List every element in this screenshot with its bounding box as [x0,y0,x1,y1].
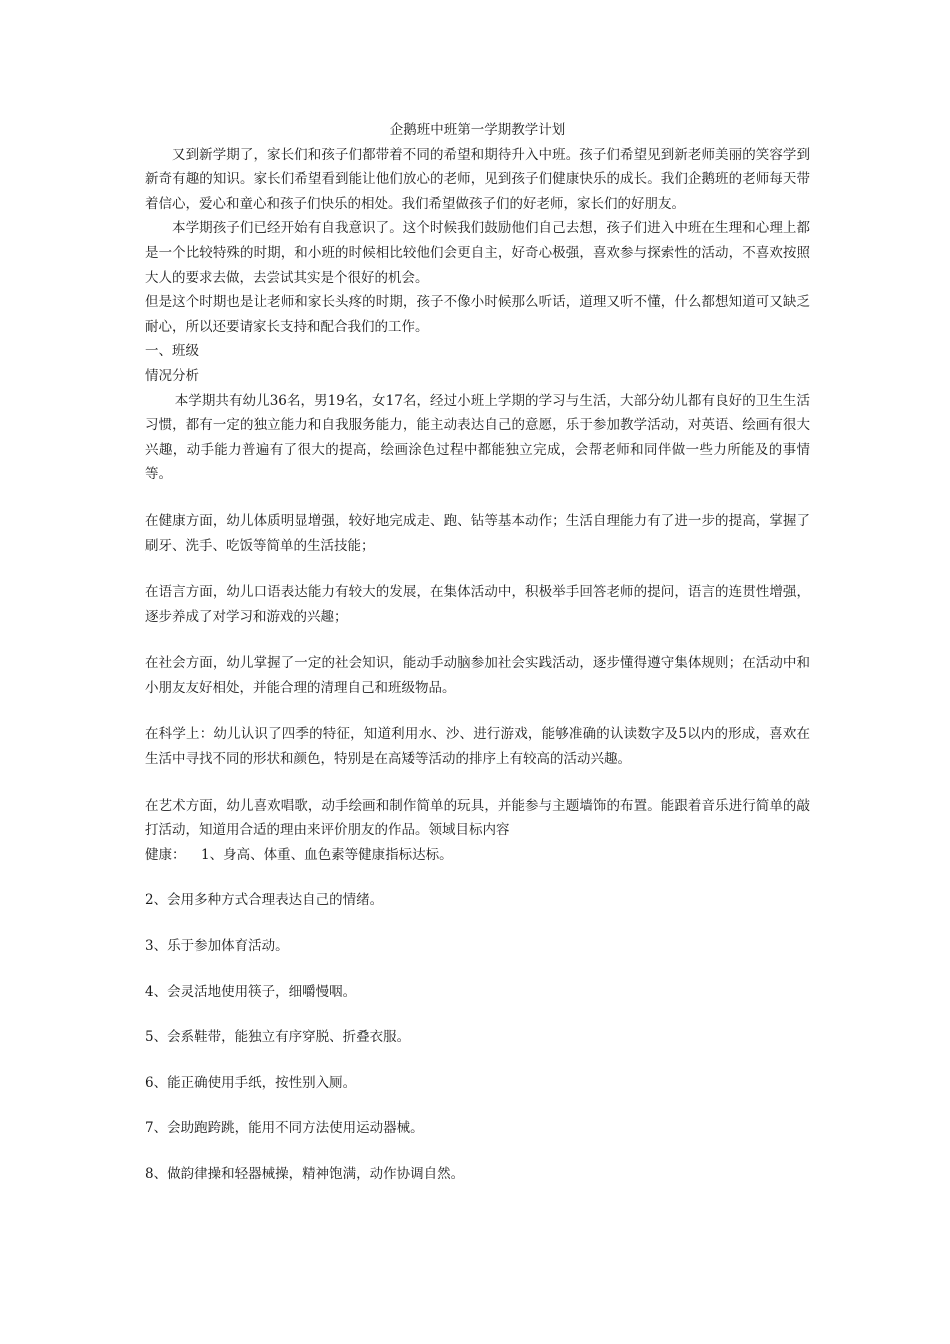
intro-paragraph-2: 本学期孩子们已经开始有自我意识了。这个时候我们鼓励他们自己去想，孩子们进入中班在生理和心理上都是一个比较特殊的时期，和小班的时候相比较他们会更自主，好奇心极强，喜欢参与探索性的活动，不喜欢按照大人的要求去做，去尝试其实是个很好的机会。 [145,220,810,286]
section-subheading: 情况分析 [145,367,199,384]
area-social-paragraph: 在社会方面，幼儿掌握了一定的社会知识，能动手动脑参加社会实践活动，逐步懂得遵守集体规则；在活动中和小朋友友好相处，并能合理的清理自己和班级物品。 [145,655,810,696]
health-goal-text: 1、身高、体重、血色素等健康指标达标。 [201,846,453,863]
document-page [145,118,810,1187]
class-overview-paragraph: 本学期共有幼儿36名，男19名，女17名，经过小班上学期的学习与生活，大部分幼儿都有良好的卫生生活习惯，都有一定的独立能力和自我服务能力，能主动表达自己的意愿，乐于参加教学活动，对英语、绘画有很大兴趣，动手能力普遍有了很大的提高，绘画涂色过程中都能独立完成，会帮老师和同伴做一些力所能及的事情等。 [145,392,810,483]
health-goal-item: 3、乐于参加体育活动。 [145,938,289,955]
health-label: 健康： [145,846,186,863]
health-goal-item: 7、会助跑跨跳，能用不同方法使用运动器械。 [145,1120,424,1137]
health-goal-item: 5、会系鞋带，能独立有序穿脱、折叠衣服。 [145,1029,411,1046]
area-language-paragraph: 在语言方面，幼儿口语表达能力有较大的发展，在集体活动中，积极举手回答老师的提问，语言的连贯性增强，逐步养成了对学习和游戏的兴趣； [145,584,810,625]
section-heading: 一、班级 [145,343,199,360]
health-goal-item-1 [145,843,810,868]
area-health-paragraph: 在健康方面，幼儿体质明显增强，较好地完成走、跑、钻等基本动作；生活自理能力有了进一步的提高，掌握了刷牙、洗手、吃饭等简单的生活技能； [145,512,810,554]
area-art-paragraph: 在艺术方面，幼儿喜欢唱歌，动手绘画和制作简单的玩具，并能参与主题墙饰的布置。能跟着音乐进行简单的敲打活动，知道用合适的理由来评价朋友的作品。领域目标内容 [145,797,810,839]
health-goal-item: 4、会灵活地使用筷子，细嚼慢咽。 [145,983,357,1000]
intro-paragraph-1: 又到新学期了，家长们和孩子们都带着不同的希望和期待升入中班。孩子们希望见到新老师美丽的笑容学到新奇有趣的知识。家长们希望看到能让他们放心的老师，见到孩子们健康快乐的成长。我们企鹅班的老师每天带着信心，爱心和童心和孩子们快乐的相处。我们希望做孩子们的好老师，家长们的好朋友。 [145,146,810,212]
document-title: 企鹅班中班第一学期教学计划 [389,122,566,138]
health-goal-item: 2、会用多种方式合理表达自己的情绪。 [145,892,384,909]
health-goal-item: 8、做韵律操和轻器械操，精神饱满，动作协调自然。 [145,1166,465,1182]
intro-paragraph-3: 但是这个时期也是让老师和家长头疼的时期，孩子不像小时候那么听话，道理又听不懂，什么都想知道可又缺乏耐心，所以还要请家长支持和配合我们的工作。 [145,294,810,335]
area-science-paragraph: 在科学上：幼儿认识了四季的特征，知道利用水、沙、进行游戏，能够准确的认读数字及5以内的形成，喜欢在生活中寻找不同的形状和颜色，特别是在高矮等活动的排序上有较高的活动兴趣。 [145,726,810,768]
health-goal-item: 6、能正确使用手纸，按性别入厕。 [145,1074,357,1091]
